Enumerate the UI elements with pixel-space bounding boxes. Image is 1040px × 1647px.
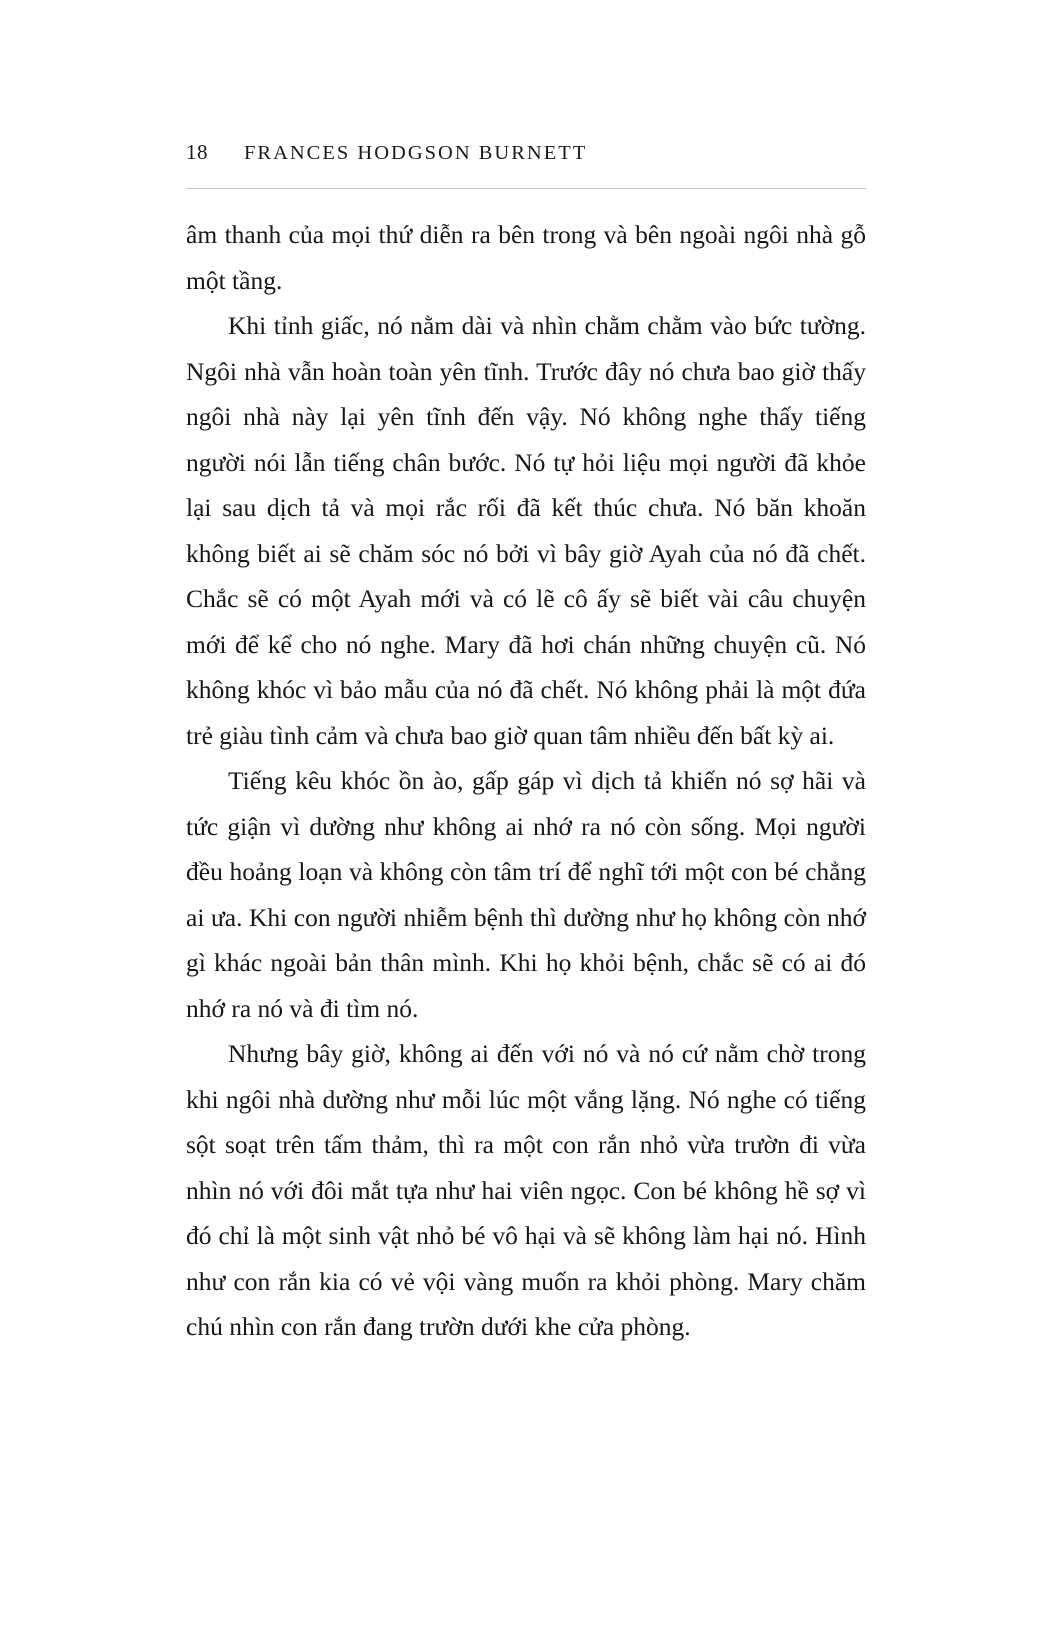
paragraph: Khi tỉnh giấc, nó nằm dài và nhìn chằm chằm vào bức tường. Ngôi nhà vẫn hoàn toàn yên tĩnh. Trước đây nó chưa bao giờ thấy ngôi nhà này lại yên tĩnh đến vậy. Nó không nghe thấy tiếng người nói lẫn tiếng chân bước. Nó tự hỏi liệu mọi người đã khỏe lại sau dịch tả và mọi rắc rối đã kết thúc chưa. Nó băn khoăn không biết ai sẽ chăm sóc nó bởi vì bây giờ Ayah của nó đã chết. Chắc sẽ có một Ayah mới và có lẽ cô ấy sẽ biết vài câu chuyện mới để kể cho nó nghe. Mary đã hơi chán những chuyện cũ. Nó không khóc vì bảo mẫu của nó đã chết. Nó không phải là một đứa trẻ giàu tình cảm và chưa bao giờ quan tâm nhiều đến bất kỳ ai.: [186, 311, 866, 750]
header-divider: [186, 188, 866, 189]
paragraph: âm thanh của mọi thứ diễn ra bên trong và bên ngoài ngôi nhà gỗ một tầng.: [186, 220, 866, 295]
running-head: [186, 140, 866, 176]
running-head-title: FRANCES HODGSON BURNETT: [244, 142, 588, 164]
paragraph: Tiếng kêu khóc ồn ào, gấp gáp vì dịch tả khiến nó sợ hãi và tức giận vì dường như không ai nhớ ra nó còn sống. Mọi người đều hoảng loạn và không còn tâm trí để nghĩ tới một con bé chẳng ai ưa. Khi con người nhiễm bệnh thì dường như họ không còn nhớ gì khác ngoài bản thân mình. Khi họ khỏi bệnh, chắc sẽ có ai đó nhớ ra nó và đi tìm nó.: [186, 766, 866, 1023]
body-text: [186, 212, 866, 1350]
page-content: [186, 140, 866, 1350]
paragraph: Nhưng bây giờ, không ai đến với nó và nó cứ nằm chờ trong khi ngôi nhà dường như mỗi lúc một vắng lặng. Nó nghe có tiếng sột soạt trên tấm thảm, thì ra một con rắn nhỏ vừa trườn đi vừa nhìn nó với đôi mắt tựa như hai viên ngọc. Con bé không hề sợ vì đó chỉ là một sinh vật nhỏ bé vô hại và sẽ không làm hại nó. Hình như con rắn kia có vẻ vội vàng muốn ra khỏi phòng. Mary chăm chú nhìn con rắn đang trườn dưới khe cửa phòng.: [186, 1039, 866, 1341]
page-number: 18: [186, 140, 208, 164]
